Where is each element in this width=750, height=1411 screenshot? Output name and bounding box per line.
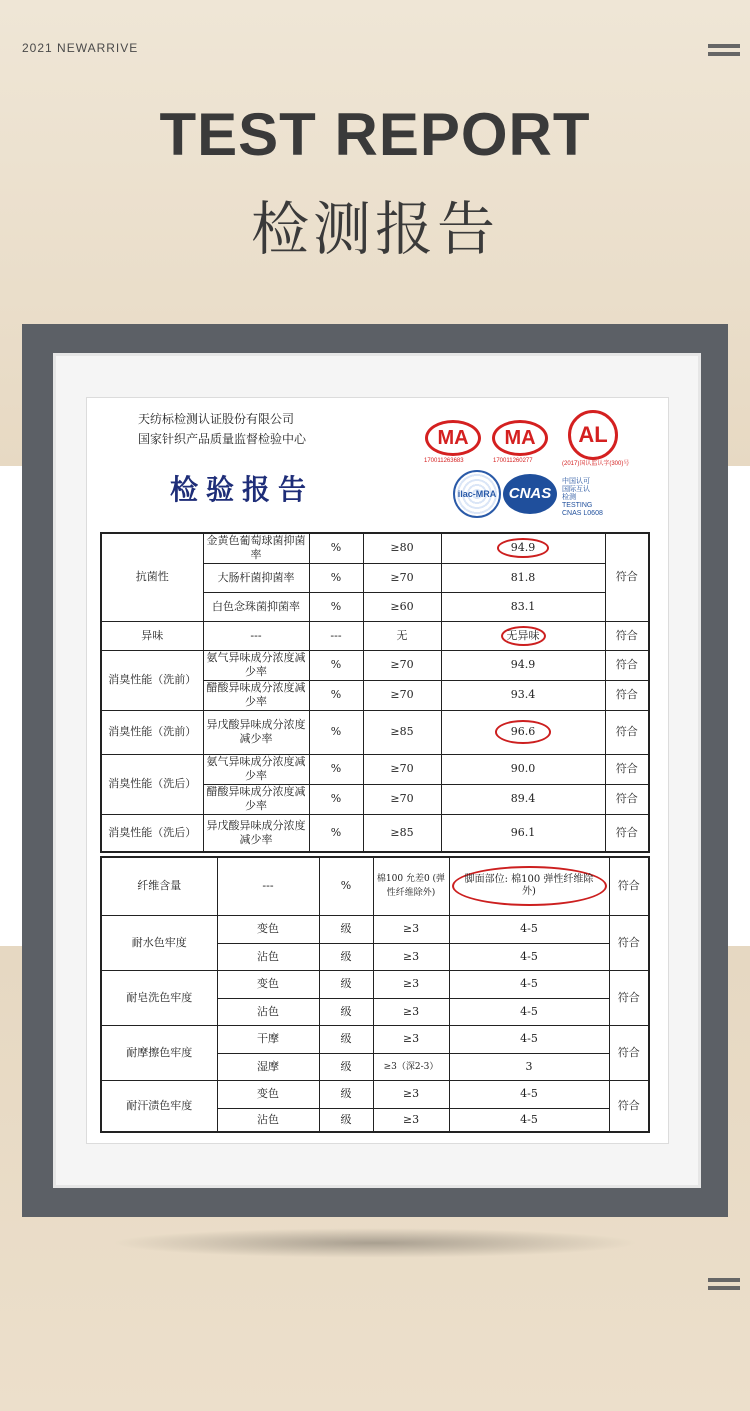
report-table-1: [100, 532, 650, 853]
verdict-cell: 符合: [605, 784, 649, 814]
req-cell: 棉100 允差0 (弹性纤维除外): [373, 857, 449, 915]
cal-logo-icon: AL: [568, 410, 618, 460]
result-cell: 4-5: [449, 970, 609, 998]
result-highlight: 脚面部位: 棉100 弹性纤维除外): [452, 866, 607, 906]
verdict-cell: 符合: [605, 621, 649, 650]
result-cell: 4-5: [449, 1025, 609, 1053]
unit-cell: %: [309, 533, 363, 563]
frame-shadow: [110, 1228, 640, 1258]
unit-cell: %: [309, 754, 363, 784]
result-cell: [441, 621, 605, 650]
result-cell: 83.1: [441, 592, 605, 621]
item-cell: 白色念珠菌抑菌率: [203, 592, 309, 621]
org-name-line1: 天纺标检测认证股份有限公司: [138, 412, 295, 426]
result-cell: 93.4: [441, 680, 605, 710]
item-cell: 沾色: [217, 943, 319, 970]
item-cell: 醋酸异味成分浓度减少率: [203, 784, 309, 814]
item-cell: 变色: [217, 915, 319, 943]
verdict-cell: 符合: [605, 754, 649, 784]
unit-cell: %: [309, 680, 363, 710]
result-cell: 89.4: [441, 784, 605, 814]
req-cell: ≥3: [373, 970, 449, 998]
unit-cell: %: [309, 592, 363, 621]
unit-cell: %: [309, 563, 363, 592]
req-cell: ≥3（深2-3）: [373, 1053, 449, 1080]
table-row: [101, 650, 649, 680]
cnas-logo-icon: CNAS: [503, 474, 557, 514]
unit-cell: 级: [319, 1080, 373, 1108]
item-cell: 醋酸异味成分浓度减少率: [203, 680, 309, 710]
item-cell: 氨气异味成分浓度减少率: [203, 650, 309, 680]
result-cell: 4-5: [449, 998, 609, 1025]
result-cell: 4-5: [449, 915, 609, 943]
group-cell: 耐汗渍色牢度: [101, 1080, 217, 1132]
table-row: [101, 754, 649, 784]
item-cell: 湿摩: [217, 1053, 319, 1080]
verdict-cell: 符合: [605, 650, 649, 680]
group-cell: 耐摩擦色牢度: [101, 1025, 217, 1080]
unit-cell: 级: [319, 943, 373, 970]
unit-cell: %: [319, 857, 373, 915]
item-cell: 大肠杆菌抑菌率: [203, 563, 309, 592]
hamburger-icon[interactable]: [708, 1278, 740, 1294]
result-cell: [441, 533, 605, 563]
page-title-cn: 检测报告: [250, 195, 499, 263]
group-cell: 耐皂洗色牢度: [101, 970, 217, 1025]
req-cell: ≥70: [363, 754, 441, 784]
req-cell: ≥80: [363, 533, 441, 563]
result-highlight: 96.6: [495, 720, 552, 744]
ilac-mra-logo-icon: ilac-MRA: [453, 470, 501, 518]
result-cell: 4-5: [449, 1108, 609, 1132]
result-highlight: 94.9: [497, 538, 550, 558]
cal-code: (2017)国认监认字(300)号: [562, 461, 630, 467]
cma-code-1: 170011263683: [424, 458, 464, 464]
table-row: [101, 1025, 649, 1053]
unit-cell: 级: [319, 915, 373, 943]
cma-logo-icon: MA: [492, 420, 548, 456]
result-cell: 4-5: [449, 943, 609, 970]
result-cell: 3: [449, 1053, 609, 1080]
req-cell: ≥70: [363, 563, 441, 592]
unit-cell: 级: [319, 1025, 373, 1053]
item-cell: 异戊酸异味成分浓度减少率: [203, 710, 309, 754]
verdict-cell: 符合: [605, 814, 649, 852]
group-cell: 消臭性能（洗后）: [101, 814, 203, 852]
report-table-2: [100, 856, 650, 1133]
result-cell: 96.1: [441, 814, 605, 852]
unit-cell: %: [309, 710, 363, 754]
req-cell: ≥70: [363, 784, 441, 814]
brand-label: 2021 NEWARRIVE: [22, 41, 139, 55]
req-cell: ≥3: [373, 915, 449, 943]
req-cell: ≥60: [363, 592, 441, 621]
item-cell: 沾色: [217, 998, 319, 1025]
item-cell: ---: [203, 621, 309, 650]
req-cell: ≥85: [363, 814, 441, 852]
req-cell: ≥70: [363, 650, 441, 680]
unit-cell: ---: [309, 621, 363, 650]
verdict-cell: 符合: [605, 710, 649, 754]
verdict-cell: 符合: [609, 970, 649, 1025]
req-cell: ≥3: [373, 943, 449, 970]
unit-cell: 级: [319, 1053, 373, 1080]
item-cell: 沾色: [217, 1108, 319, 1132]
req-cell: ≥3: [373, 1025, 449, 1053]
result-cell: [441, 710, 605, 754]
item-cell: 变色: [217, 1080, 319, 1108]
table-row: [101, 1080, 649, 1108]
item-cell: 异戊酸异味成分浓度减少率: [203, 814, 309, 852]
group-cell: 消臭性能（洗后）: [101, 754, 203, 814]
table-row: [101, 533, 649, 563]
org-name-line2: 国家针织产品质量监督检验中心: [138, 432, 307, 446]
verdict-cell: 符合: [609, 915, 649, 970]
table-row: [101, 970, 649, 998]
page-title-en: TEST REPORT: [159, 101, 591, 168]
req-cell: 无: [363, 621, 441, 650]
cnas-caption: 中国认可 国际互认 检测 TESTING CNAS L0608: [562, 478, 603, 517]
unit-cell: %: [309, 650, 363, 680]
result-highlight: 无异味: [501, 626, 546, 646]
result-cell: 94.9: [441, 650, 605, 680]
req-cell: ≥3: [373, 998, 449, 1025]
group-cell: 耐水色牢度: [101, 915, 217, 970]
item-cell: ---: [217, 857, 319, 915]
group-cell: 纤维含量: [101, 857, 217, 915]
cma-code-2: 170011260277: [493, 458, 533, 464]
req-cell: ≥3: [373, 1108, 449, 1132]
result-cell: [449, 857, 609, 915]
item-cell: 金黄色葡萄球菌抑菌率: [203, 533, 309, 563]
item-cell: 干摩: [217, 1025, 319, 1053]
group-cell: 消臭性能（洗前）: [101, 650, 203, 710]
req-cell: ≥85: [363, 710, 441, 754]
group-cell: 抗菌性: [101, 533, 203, 621]
group-cell: 消臭性能（洗前）: [101, 710, 203, 754]
verdict-cell: 符合: [609, 1080, 649, 1132]
group-cell: 异味: [101, 621, 203, 650]
cma-logo-icon: MA: [425, 420, 481, 456]
result-cell: 81.8: [441, 563, 605, 592]
hamburger-icon[interactable]: [708, 44, 740, 60]
verdict-cell: 符合: [609, 857, 649, 915]
unit-cell: %: [309, 814, 363, 852]
result-cell: 4-5: [449, 1080, 609, 1108]
unit-cell: 级: [319, 970, 373, 998]
report-title: 检验报告: [170, 473, 315, 506]
item-cell: 氨气异味成分浓度减少率: [203, 754, 309, 784]
table-row: [101, 857, 649, 915]
table-row: [101, 915, 649, 943]
req-cell: ≥70: [363, 680, 441, 710]
unit-cell: 级: [319, 1108, 373, 1132]
item-cell: 变色: [217, 970, 319, 998]
verdict-cell: 符合: [605, 680, 649, 710]
table-row: [101, 710, 649, 754]
table-row: [101, 814, 649, 852]
unit-cell: %: [309, 784, 363, 814]
verdict-cell: 符合: [609, 1025, 649, 1080]
verdict-cell: 符合: [605, 533, 649, 621]
unit-cell: 级: [319, 998, 373, 1025]
result-cell: 90.0: [441, 754, 605, 784]
table-row: [101, 621, 649, 650]
req-cell: ≥3: [373, 1080, 449, 1108]
